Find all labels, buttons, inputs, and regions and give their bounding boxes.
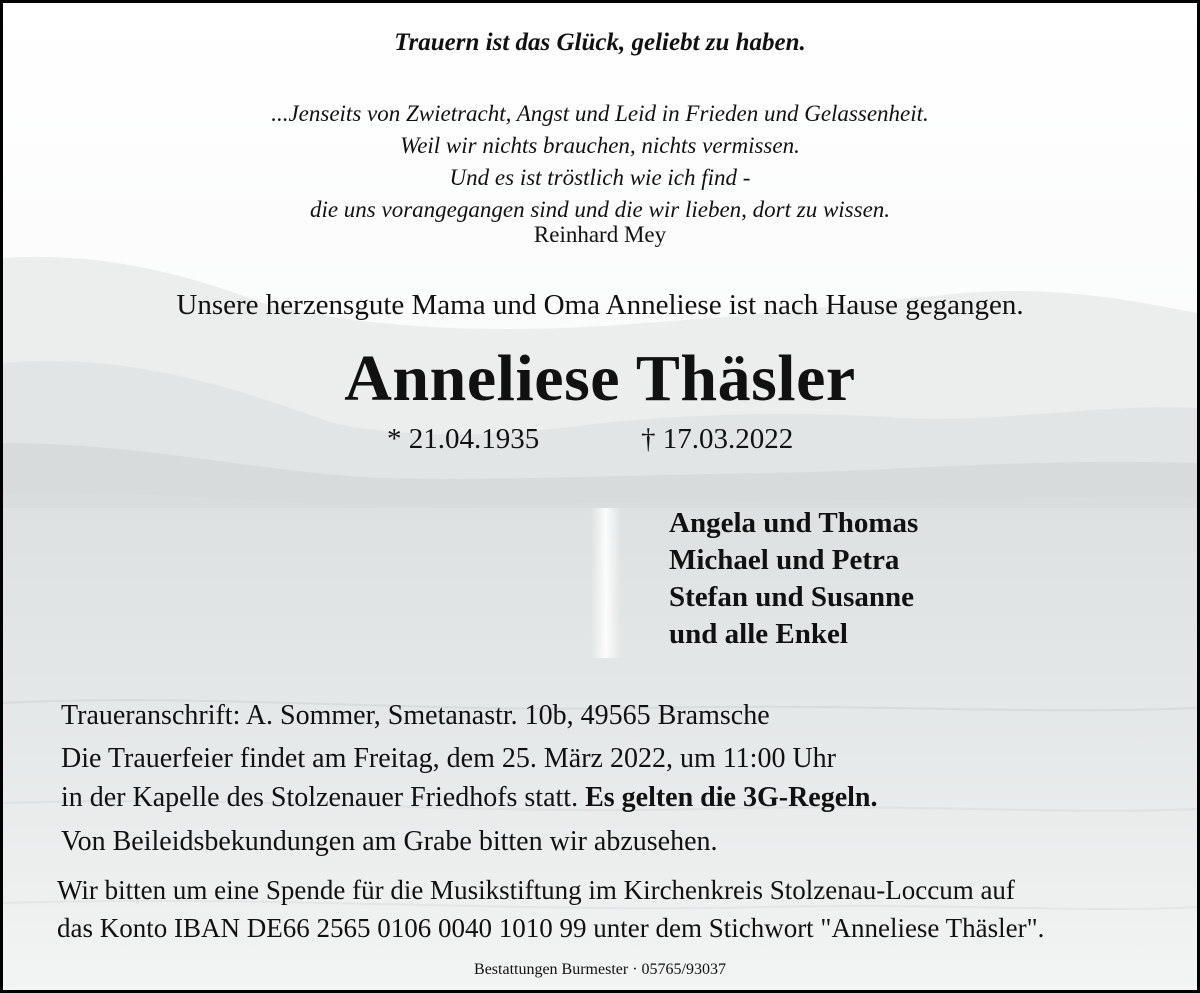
donation-request xyxy=(57,871,1044,947)
family-member: Stefan und Susanne xyxy=(669,581,914,613)
donation-line-2: das Konto IBAN DE66 2565 0106 0040 1010 99 unter dem Stichwort "Anneliese Thäsler". xyxy=(57,913,1045,943)
funeral-home: Bestattungen Burmester · 05765/93037 xyxy=(474,961,726,978)
ceremony-rule: Es gelten die 3G-Regeln. xyxy=(585,782,878,813)
intro-text: Unsere herzensgute Mama und Oma Anneliese ist nach Hause gegangen. xyxy=(176,289,1024,321)
condolences-note: Von Beileidsbekundungen am Grabe bitten wir abzusehen. xyxy=(61,826,718,857)
ceremony-info xyxy=(61,739,878,817)
motto: Trauern ist das Glück, geliebt zu haben. xyxy=(394,29,806,56)
poem xyxy=(3,98,1197,226)
birth-date: * 21.04.1935 xyxy=(387,423,540,455)
donation-line-1: Wir bitten um eine Spende für die Musikstiftung im Kirchenkreis Stolzenau-Loccum auf xyxy=(57,875,1015,905)
family-member: und alle Enkel xyxy=(669,618,848,650)
poem-line: Und es ist tröstlich wie ich find - xyxy=(449,165,751,190)
death-date: † 17.03.2022 xyxy=(641,423,794,455)
poem-line: die uns vorangegangen sind und die wir lieben, dort zu wissen. xyxy=(309,197,891,222)
deceased-name: Anneliese Thäsler xyxy=(344,342,856,415)
family-member: Michael und Petra xyxy=(669,544,900,576)
poem-line: ...Jenseits von Zwietracht, Angst und Leid in Frieden und Gelassenheit. xyxy=(271,101,929,126)
family-member: Angela und Thomas xyxy=(669,507,919,539)
ceremony-line-2: in der Kapelle des Stolzenauer Friedhofs statt. xyxy=(61,782,586,813)
poem-author: Reinhard Mey xyxy=(533,222,667,247)
family-list xyxy=(669,505,918,653)
ceremony-line-1: Die Trauerfeier findet am Freitag, dem 25. März 2022, um 11:00 Uhr xyxy=(61,743,837,774)
poem-line: Weil wir nichts brauchen, nichts vermissen. xyxy=(400,133,800,158)
mourning-address: Traueranschrift: A. Sommer, Smetanastr. 10b, 49565 Bramsche xyxy=(61,700,770,731)
